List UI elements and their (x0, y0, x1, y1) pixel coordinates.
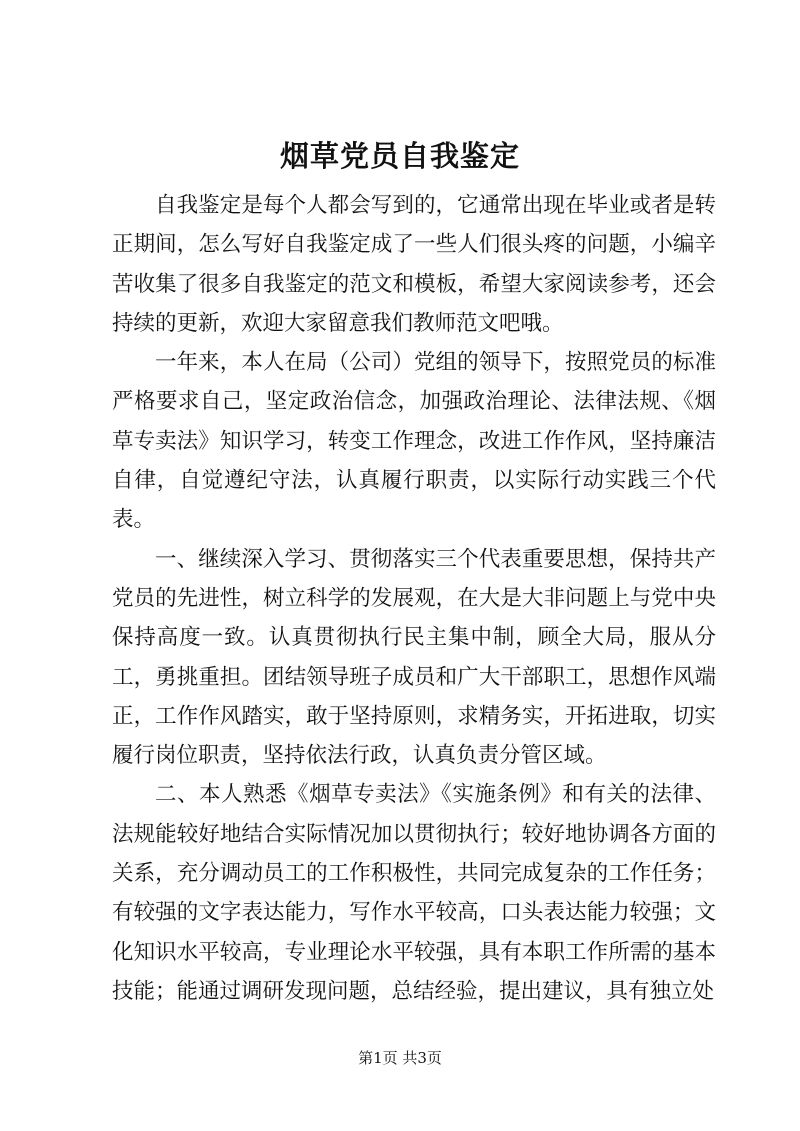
page-number-footer: 第1页 共3页 (358, 1049, 442, 1067)
paragraph-point-two: 二、本人熟悉《烟草专卖法》《实施条例》和有关的法律、法规能较好地结合实际情况加以贯彻执行；较好地协调各方面的关系，充分调动员工的工作积极性，共同完成复杂的工作任务；有较强的文字表达能力，写作水平较高，口头表达能力较强；文化知识水平较高，专业理论水平较强，具有本职工作所需的基本技能；能通过调研发现问题，总结经验，提出建议，具有独立处 (112, 782, 716, 1004)
paragraph-overview: 一年来，本人在局（公司）党组的领导下，按照党员的标准严格要求自己，坚定政治信念，加强政治理论、法律法规、《烟草专卖法》知识学习，转变工作理念，改进工作作风，坚持廉洁自律，自觉遵纪守法，认真履行职责，以实际行动实践三个代表。 (112, 350, 716, 533)
document-title: 烟草党员自我鉴定 (279, 139, 520, 173)
document-body (112, 186, 716, 1011)
paragraph-intro: 自我鉴定是每个人都会写到的，它通常出现在毕业或者是转正期间，怎么写好自我鉴定成了一些人们很头疼的问题，小编辛苦收集了很多自我鉴定的范文和模板，希望大家阅读参考，还会持续的更新，欢迎大家留意我们教师范文吧哦。 (112, 193, 716, 336)
paragraph-point-one: 一、继续深入学习、贯彻落实三个代表重要思想，保持共产党员的先进性，树立科学的发展观，在大是大非问题上与党中央保持高度一致。认真贯彻执行民主集中制，顾全大局，服从分工，勇挑重担。团结领导班子成员和广大干部职工，思想作风端正，工作作风踏实，敢于坚持原则，求精务实，开拓进取，切实履行岗位职责，坚持依法行政，认真负责分管区域。 (112, 546, 716, 769)
